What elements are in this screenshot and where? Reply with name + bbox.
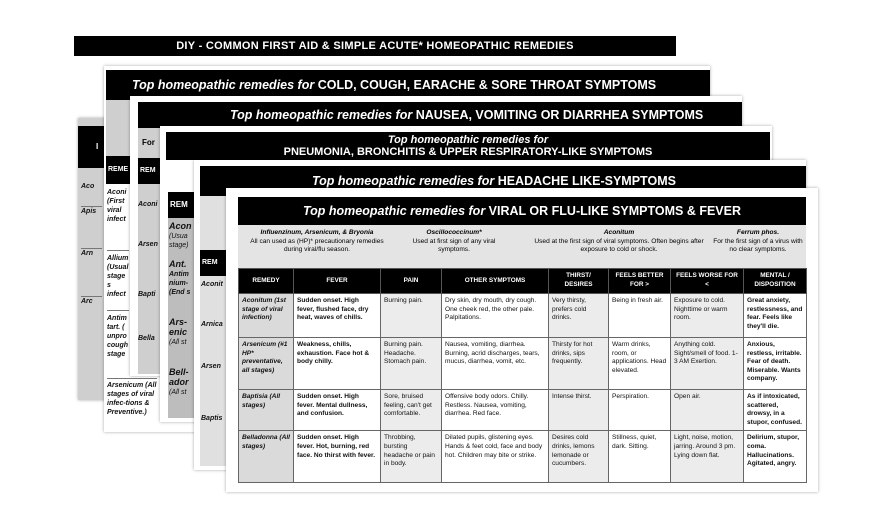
sheet-d-col: REM: [168, 192, 230, 218]
table-cell: Perspiration.: [609, 390, 671, 431]
table-cell: Burning pain.: [381, 294, 442, 338]
table-cell: Desires cold drinks, lemons lemonade or cucumbers.: [549, 431, 609, 483]
sheet-c-row: Bapti: [138, 291, 156, 298]
sheet-c-title: Top homeopathic remedies for NAUSEA, VOMITING OR DIARRHEA SYMPTOMS: [138, 102, 742, 128]
sheet-c-info: For: [138, 128, 202, 158]
sheet-a-row: Arc: [81, 296, 102, 306]
table-cell: As if intoxicated, scattered, drowsy, in a stupor, confused.: [744, 390, 807, 431]
sheet-e-row: Arsen: [201, 363, 221, 370]
table-cell: Burning pain. Headache. Stomach pain.: [381, 338, 442, 390]
sheet-c-row: Arsen: [138, 241, 158, 248]
table-cell: Thirsty for hot drinks, sips frequently.: [549, 338, 609, 390]
remedy-name: Arsenicum (#1 HP* preventative, all stages): [239, 338, 294, 390]
table-cell: Very thirsty, prefers cold drinks.: [549, 294, 609, 338]
table-cell: Dilated pupils, glistening eyes. Hands & feet cold, face and body hot. Children may bite or strike.: [442, 431, 549, 483]
sheet-d-row: Acon (Usua stage): [169, 221, 192, 249]
table-cell: Offensive body odors. Chilly. Restless. Nausea, vomiting, diarrhea. Red face.: [442, 390, 549, 431]
sheet-c-col: REM: [138, 158, 200, 184]
table-cell: Exposure to cold. Nighttime or warm room.: [671, 294, 744, 338]
sheet-a-row: Apis: [81, 206, 102, 216]
sheet-d-row: Ars-enic (All st: [169, 317, 188, 346]
info-item: Influenzinum, Arsenicum, & Bryonia All can used as (HP)* precautionary remedies during viral/flu season.: [250, 229, 384, 254]
sheet-e-row: Aconit: [201, 281, 223, 288]
table-cell: Open air.: [671, 390, 744, 431]
sheet-c-row: Aconi: [138, 201, 158, 208]
column-header: OTHER SYMPTOMS: [442, 269, 549, 294]
table-cell: Nausea, vomiting, diarrhea. Burning, acrid discharges, tears, mucus, diarrhea, vomit, etc.: [442, 338, 549, 390]
table-row: [239, 338, 807, 390]
info-row: [238, 225, 806, 268]
table-cell: Delirium, stupor, coma. Hallucinations. Agitated, angry.: [744, 431, 807, 483]
table-cell: Great anxiety, restlessness, and fear. Feels like they'll die.: [744, 294, 807, 338]
sheet-e-row: Baptis: [201, 415, 223, 422]
sheet-a-row: Aco: [81, 183, 95, 190]
remedy-name: Belladonna (All stages): [239, 431, 294, 483]
sheet-b-row: Antim tart. ( unpro cough stage: [107, 310, 129, 359]
info-item: Oscillococcinum* Used at first sign of any viral symptoms.: [412, 229, 496, 254]
info-item: Aconitum Used at the first sign of viral symptoms. Often begins after exposure to cold or shock.: [534, 229, 704, 254]
table-cell: Sudden onset. High fever. Hot, burning, red face. No thirst with fever.: [294, 431, 381, 483]
column-header: MENTAL / DISPOSITION: [744, 269, 807, 294]
column-header: REMEDY: [239, 269, 294, 294]
table-cell: Intense thirst.: [549, 390, 609, 431]
sheet-e-col: REM: [200, 250, 262, 276]
table-cell: Anything cold. Sight/smell of food. 1-3 AM Exertion.: [671, 338, 744, 390]
main-title: DIY - COMMON FIRST AID & SIMPLE ACUTE* HOMEOPATHIC REMEDIES: [74, 36, 676, 56]
column-header: FEELS WORSE FOR <: [671, 269, 744, 294]
table-header-row: [239, 269, 807, 294]
table-cell: Throbbing, bursting headache or pain in body.: [381, 431, 442, 483]
sheet-b-row: Aconi (First viral infect: [107, 189, 127, 223]
table-cell: Weakness, chills, exhaustion. Face hot & body chilly.: [294, 338, 381, 390]
table-cell: Sore, bruised feeling, can't get comfortable.: [381, 390, 442, 431]
table-row: [239, 294, 807, 338]
sheet-viral-flu: [226, 188, 818, 492]
front-title: Top homeopathic remedies for VIRAL OR FLU-LIKE SYMPTOMS & FEVER: [238, 197, 806, 225]
column-header: THIRST/ DESIRES: [549, 269, 609, 294]
table-cell: Dry skin, dry mouth, dry cough. One cheek red, the other pale. Palpitations.: [442, 294, 549, 338]
sheet-a-row: Arn: [81, 248, 102, 258]
table-cell: Stillness, quiet, dark. Sitting.: [609, 431, 671, 483]
sheet-a-header: I: [78, 126, 138, 168]
sheet-b-col: REME: [106, 156, 188, 184]
remedy-table: [238, 268, 807, 483]
sheet-d-row: Ant. Antim nium- (End s: [169, 259, 191, 296]
sheet-d-title: Top homeopathic remedies for PNEUMONIA, BRONCHITIS & UPPER RESPIRATORY-LIKE SYMPTOMS: [166, 132, 770, 160]
remedy-name: Aconitum (1st stage of viral infection): [239, 294, 294, 338]
table-row: [239, 431, 807, 483]
column-header: FEELS BETTER FOR >: [609, 269, 671, 294]
sheet-d-row: Bell-ador (All st: [169, 367, 189, 396]
table-cell: Sudden onset. High fever, flushed face, dry heat, waves of chills.: [294, 294, 381, 338]
remedy-name: Baptisia (All stages): [239, 390, 294, 431]
table-cell: Sudden onset. High fever. Mental dullness, and confusion.: [294, 390, 381, 431]
table-row: [239, 390, 807, 431]
sheet-b-row: Allium (Usual stages infect: [107, 250, 129, 299]
table-cell: Being in fresh air.: [609, 294, 671, 338]
table-cell: Anxious, restless, irritable. Fear of death. Miserable. Wants company.: [744, 338, 807, 390]
sheet-b-title: Top homeopathic remedies for COLD, COUGH, EARACHE & SORE THROAT SYMPTOMS: [106, 70, 710, 100]
sheet-b-row: Arsenicum (All stages of viral infec-tions & Preventive.): [107, 378, 157, 417]
table-cell: Light, noise, motion, jarring. Around 3 pm. Lying down flat.: [671, 431, 744, 483]
column-header: PAIN: [381, 269, 442, 294]
sheet-e-row: Arnica: [201, 321, 223, 328]
sheet-e-title: Top homeopathic remedies for HEADACHE LIKE-SYMPTOMS: [200, 166, 806, 196]
table-cell: Warm drinks, room, or applications. Head elevated.: [609, 338, 671, 390]
column-header: FEVER: [294, 269, 381, 294]
info-item: Ferrum phos. For the first sign of a virus with no clear symptoms.: [713, 229, 803, 254]
sheet-c-row: Bella: [138, 335, 155, 342]
